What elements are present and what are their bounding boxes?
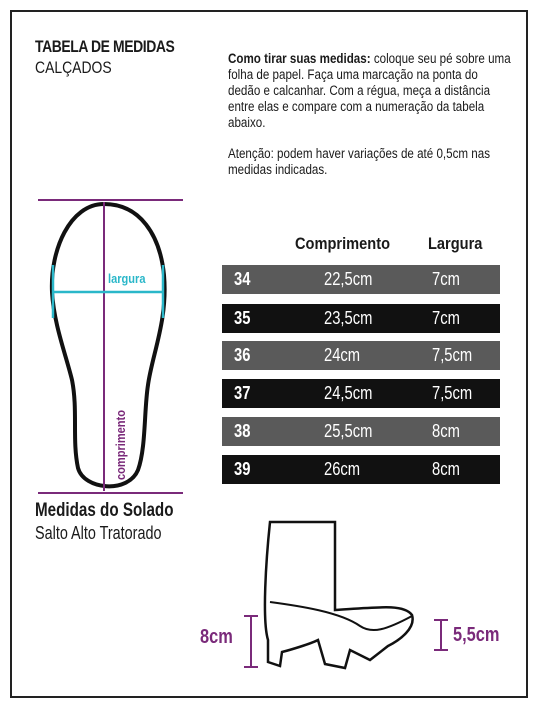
header-length: Comprimento	[295, 234, 391, 253]
length-cell: 22,5cm	[324, 269, 373, 289]
length-cell: 24,5cm	[324, 383, 373, 403]
size-cell: 34	[234, 269, 251, 289]
width-cell: 8cm	[432, 459, 460, 479]
width-cell: 7,5cm	[432, 345, 473, 365]
sole-outline	[52, 204, 165, 486]
table-row	[222, 455, 500, 484]
table-row	[222, 265, 500, 294]
length-cell: 25,5cm	[324, 421, 373, 441]
table-row	[222, 379, 500, 408]
header-width: Largura	[428, 234, 483, 253]
length-label: comprimento	[113, 410, 128, 480]
size-cell: 39	[234, 459, 251, 479]
table-row	[222, 304, 500, 333]
table-row	[222, 341, 500, 370]
length-cell: 24cm	[324, 345, 361, 365]
width-cell: 8cm	[432, 421, 460, 441]
size-cell: 38	[234, 421, 251, 441]
boot-outline	[265, 522, 413, 668]
size-cell: 35	[234, 308, 251, 328]
table-row	[222, 417, 500, 446]
length-cell: 26cm	[324, 459, 361, 479]
width-cell: 7,5cm	[432, 383, 473, 403]
page-title: TABELA DE MEDIDAS	[35, 37, 175, 56]
instructions-body: coloque seu pé sobre uma folha de papel. Faça uma marcação na ponta do dedão e calcanhar. Com a régua, meça a distância entre elas e compare com a numeração da tabela abaixo.	[228, 51, 511, 130]
sole-caption-subtitle: Salto Alto Tratorado	[35, 523, 162, 543]
warning-note: Atenção: podem haver variações de até 0,5cm nas medidas indicadas.	[228, 146, 491, 177]
size-cell: 37	[234, 383, 251, 403]
platform-height-label: 5,5cm	[453, 624, 500, 646]
size-cell: 36	[234, 345, 251, 365]
width-cell: 7cm	[432, 269, 460, 289]
sole-caption-title: Medidas do Solado	[35, 500, 174, 521]
instructions-lead: Como tirar suas medidas:	[228, 51, 371, 66]
page-subtitle: CALÇADOS	[35, 58, 112, 77]
length-cell: 23,5cm	[324, 308, 373, 328]
heel-height-label: 8cm	[200, 626, 233, 648]
width-label: largura	[108, 271, 146, 286]
width-cell: 7cm	[432, 308, 460, 328]
